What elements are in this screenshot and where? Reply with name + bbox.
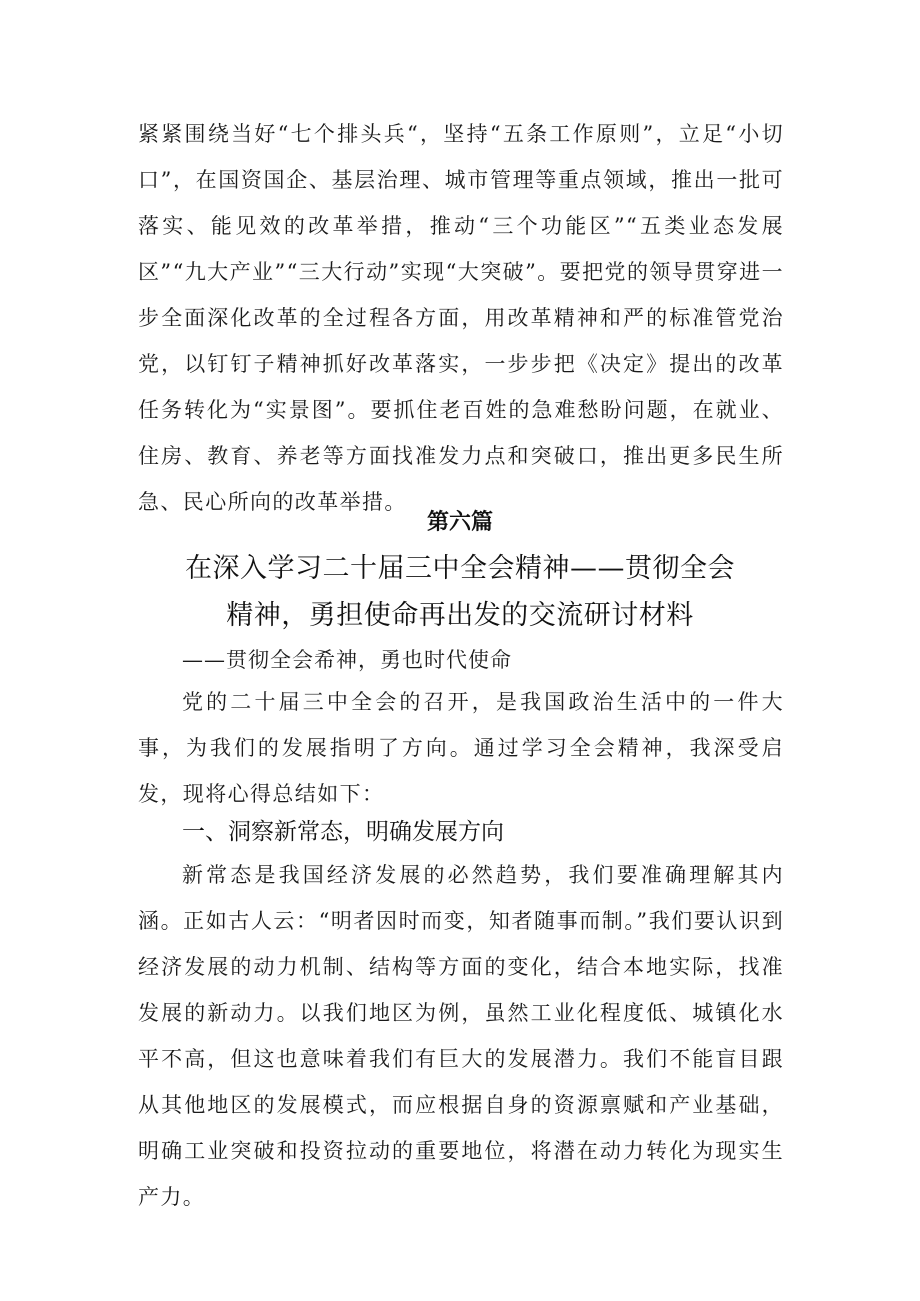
intro-paragraph: 党的二十届三中全会的召开，是我国政治生活中的一件大事，为我们的发展指明了方向。通过学习全会精神，我深受启发，现将心得总结如下： xyxy=(138,690,784,806)
article-title-line-1: 在深入学习二十届三中全会精神——贯彻全会 xyxy=(185,553,735,584)
article-title-line-2: 精神，勇担使命再出发的交流研讨材料 xyxy=(226,600,694,631)
section-heading: 一、洞察新常态，明确发展方向 xyxy=(182,819,504,845)
body-paragraph: 紧紧围绕当好“七个排头兵“，坚持“五条工作原则”，立足“小切口”，在国资国企、基层治理、城市管理等重点领域，推出一批可落实、能见效的改革举措，推动“三个功能区”“五类业态发展区”“九大产业”“三大行动”实现“大突破”。要把党的领导贯穿进一步全面深化改革的全过程各方面，用改革精神和严的标准管党治党，以钉钉子精神抓好改革落实，一步步把《决定》提出的改革任务转化为“实景图”。要抓住老百姓的急难愁盼问题，在就业、住房、教育、养老等方面找准发力点和突破口，推出更多民生所急、民心所向的改革举措。 xyxy=(138,122,784,514)
chapter-label: 第六篇 xyxy=(426,510,493,535)
section-paragraph: 新常态是我国经济发展的必然趋势，我们要准确理解其内涵。正如古人云：“明者因时而变，知者随事而制。”我们要认识到经济发展的动力机制、结构等方面的变化，结合本地实际，找准发展的新动力。以我们地区为例，虽然工业化程度低、城镇化水平不高，但这也意味着我们有巨大的发展潜力。我们不能盲目跟从其他地区的发展模式，而应根据自身的资源禀赋和产业基础，明确工业突破和投资拉动的重要地位，将潜在动力转化为现实生产力。 xyxy=(138,863,784,1209)
article-subtitle: ——贯彻全会希神，勇也时代使命 xyxy=(182,648,512,672)
